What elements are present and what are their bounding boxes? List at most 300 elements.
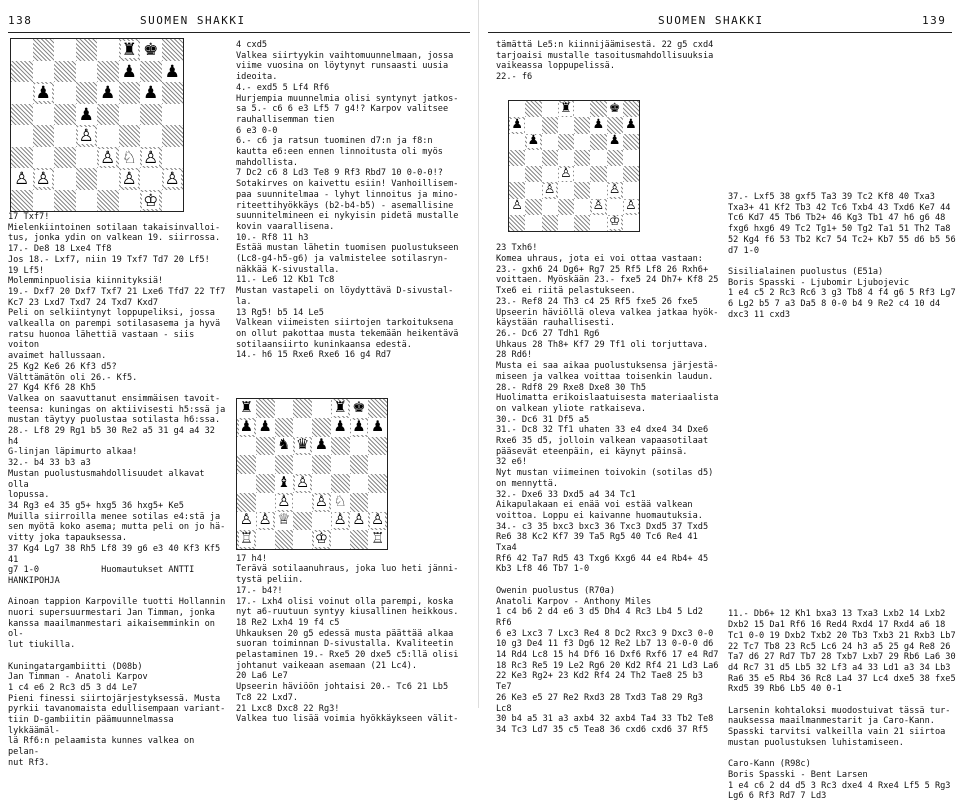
- text-line: [728, 427, 956, 438]
- text-line: 23 Txh6!: [496, 243, 538, 254]
- chess-piece: ♔: [608, 214, 621, 230]
- text-line: Hurjempia muunnelmia olisi syntynyt jatkos-: [236, 93, 459, 104]
- text-line: g7 1-0 Huomautukset ANTTI HANKIPOHJA: [8, 565, 200, 586]
- text-line: Kc7 23 Lxd7 Txd7 24 Txd7 Kxd7: [8, 297, 159, 308]
- board-square: [33, 147, 55, 169]
- board-square: [119, 168, 141, 190]
- board-square: [54, 39, 76, 61]
- board-square: [140, 61, 162, 83]
- board-square: [54, 61, 76, 83]
- chess-piece: ♜: [333, 399, 347, 416]
- text-line: paa suunnitelmaa - lyhyt linnoitus ja mino-: [236, 189, 459, 200]
- text-line: [496, 211, 722, 222]
- chess-piece: ♙: [100, 146, 116, 167]
- text-line: vaikeassa loppupelissä.: [496, 61, 615, 72]
- chess-piece: ♚: [352, 399, 366, 416]
- text-line: 52 Kg4 f6 53 Tb2 Kc7 54 Tc2+ Kb7 55 d6 b5 56: [728, 234, 956, 245]
- board-square: [140, 190, 162, 212]
- board-square: [162, 82, 184, 104]
- text-line: [728, 470, 956, 481]
- text-line: [728, 331, 956, 342]
- text-line: 14 Rd4 Lc8 15 h4 Df6 16 Dxf6 Rxf6 17 e4 Rd7: [496, 650, 719, 661]
- text-line: voittaen. Myöskään 23.- fxe5 24 Dh7+ Kf8 25: [496, 275, 719, 286]
- left-magazine-title: SUOMEN SHAKKI: [140, 14, 246, 27]
- text-line: [236, 479, 468, 490]
- text-line: 28.- Rdf8 29 Rxe8 Dxe8 30 Th5: [496, 382, 647, 393]
- text-line: tystä peliin.: [236, 575, 304, 586]
- text-line: tiin D-gambiitin päämuunnelmassa lykkäämäl-: [8, 715, 179, 736]
- text-line: 18 Rc3 Re5 19 Le2 Rg6 20 Kd2 Rf4 21 Ld3 La6: [496, 660, 719, 671]
- board-square: [54, 82, 76, 104]
- text-line: [236, 511, 468, 522]
- text-line: suoran toiminnan D-sivustalla. Kvaliteetin: [236, 639, 454, 650]
- text-line: Upseerin häviöllä oleva valkea jatkaa hyök-: [496, 307, 719, 318]
- board-square: [33, 39, 55, 61]
- text-line: 34.- c3 35 bxc3 bxc3 36 Txc3 Dxd5 37 Txd5: [496, 521, 709, 532]
- text-line: 30 b4 a5 31 a3 axb4 32 axb4 Ta4 33 Tb2 Te8: [496, 714, 714, 725]
- board-square: [119, 39, 141, 61]
- text-line: sa 5.- c6 6 e3 Lf5 7 g4!? Karpov valitsee: [236, 104, 449, 115]
- text-line: Ta7 d6 27 Rd7 Tb7 28 Txb7 Lxb7 29 Rb6 La6 30: [728, 652, 956, 663]
- text-line: Valkea on saavuttanut ensimmäisen tavoit-: [8, 393, 221, 404]
- chess-piece: ♟: [164, 60, 180, 81]
- right-magazine-title: SUOMEN SHAKKI: [658, 14, 764, 27]
- text-line: 27 Kg4 Kf6 28 Kh5: [8, 383, 96, 394]
- text-line: [496, 101, 722, 116]
- text-line: pelastaminen 19.- Rxe5 20 dxe5 c5:llä olisi: [236, 650, 459, 661]
- board-square: [33, 125, 55, 147]
- board-square: [54, 147, 76, 169]
- text-line: 4.- exd5 5 Lf4 Rf6: [236, 82, 330, 93]
- board-square: [119, 82, 141, 104]
- text-line: 28.- Lf8 29 Rg1 b5 30 Re2 a5 31 g4 a4 32 h4: [8, 426, 221, 447]
- text-line: Upseerin häviöön johtaisi 20.- Tc6 21 Lb5: [236, 682, 449, 693]
- text-line: 17.- De8 18 Lxe4 Tf8: [8, 244, 112, 255]
- board-square: [97, 147, 119, 169]
- board-square: [33, 82, 55, 104]
- chess-piece: ♟: [511, 117, 523, 132]
- text-line: [236, 490, 468, 501]
- board-square: [11, 39, 33, 61]
- text-line: sen myötä koko asema; mutta peli on jo hä-: [8, 522, 226, 533]
- chess-piece: ♘: [333, 492, 347, 510]
- board-square: [76, 190, 98, 212]
- text-line: Välttämätön oli 26.- Kf5.: [8, 372, 138, 383]
- chess-piece: ♟: [35, 82, 51, 103]
- board-square: [97, 61, 119, 83]
- text-line: Aikapulakaan ei enää voi estää valkean: [496, 500, 693, 511]
- board-square: [162, 147, 184, 169]
- text-line: Valkean viimeisten siirtojen tarkoituksena: [236, 318, 454, 329]
- middle-column-text: [236, 40, 468, 725]
- text-line: 32.- Dxe6 33 Dxd5 a4 34 Tc1: [496, 489, 636, 500]
- text-line: ratsu huonoa lähettiä vastaan - siis voiton: [8, 329, 200, 351]
- board-square: [11, 190, 33, 212]
- text-line: Boris Spasski - Bent Larsen: [728, 769, 868, 780]
- text-line: [728, 577, 956, 588]
- text-line: pyrkii tavanomaista edullisempaan variant-: [8, 704, 226, 715]
- text-line: näkkää K-sivustalla.: [236, 264, 340, 275]
- board-square: [140, 82, 162, 104]
- text-line: Valkea tuo lisää voimia hyökkäykseen välit-: [236, 714, 459, 725]
- text-line: tämättä Le5:n kiinnijäämisestä. 22 g5 cxd4: [496, 40, 714, 50]
- text-line: [728, 481, 956, 492]
- board-square: [97, 104, 119, 126]
- board-square: [97, 168, 119, 190]
- text-line: pääsevät eteenpäin, ei käynyt päinsä.: [496, 446, 688, 457]
- text-line: Komea uhraus, jota ei voi ottaa vastaan:: [496, 254, 703, 265]
- text-line: Uhkaus 28 Th8+ Kf7 29 Tf1 oli torjuttava.: [496, 339, 709, 350]
- board-square: [76, 168, 98, 190]
- board-square: [11, 168, 33, 190]
- chess-piece: ♟: [333, 417, 347, 435]
- text-line: [236, 447, 468, 458]
- text-line: 1 e4 c5 2 Rc3 Rc6 3 g3 Tb8 4 f4 g6 5 Rf3 Lg7: [728, 288, 956, 299]
- text-line: 4 cxd5: [236, 40, 268, 50]
- chess-piece: ♕: [277, 511, 291, 529]
- text-line: [236, 522, 468, 533]
- board-square: [162, 39, 184, 61]
- text-line: [496, 233, 722, 244]
- chess-piece: ♙: [543, 182, 556, 197]
- text-line: nyt a6-ruutuun syntyy kiusallinen heikkous.: [236, 607, 459, 618]
- text-line: 34 Rg3 e4 35 g5+ hxg5 36 hxg5+ Ke5: [8, 500, 184, 511]
- text-line: kautta e6:een ennen linnoitusta oli myös: [236, 147, 443, 158]
- text-line: [728, 353, 956, 364]
- board-square: [76, 82, 98, 104]
- left-header-rule: [8, 32, 470, 33]
- text-line: [728, 449, 956, 460]
- chess-piece: ♟: [100, 82, 116, 103]
- text-line: Huolimatta erikoislaatuisesta materiaalista: [496, 393, 719, 404]
- board-square: [33, 168, 55, 190]
- text-line: Rf6 42 Ta7 Rd5 43 Txg6 Kxg6 44 e4 Rb4+ 45: [496, 553, 709, 564]
- chess-piece: ♜: [121, 39, 137, 60]
- board-square: [33, 61, 55, 83]
- text-line: nut Rf3.: [8, 757, 50, 768]
- board-square: [162, 168, 184, 190]
- text-line: [728, 749, 956, 760]
- text-line: Owenin puolustus (R70a): [496, 585, 615, 596]
- text-line: Rxd5 39 Rb6 Lb5 40 0-1: [728, 684, 842, 695]
- board-square: [119, 61, 141, 83]
- text-line: Jos 18.- Lxf7, niin 19 Txf7 Td7 20 Lf5!: [8, 254, 210, 265]
- text-line: rauhallisemman tien: [236, 114, 335, 125]
- text-line: avaimet hallussaan.: [8, 351, 107, 362]
- text-line: Molemminpuolisia kiinnityksiä!: [8, 276, 164, 287]
- text-line: 21 Lxc8 Dxc8 22 Rg3!: [236, 703, 340, 714]
- text-line: 17.- Lxh4 olisi voinut olla parempi, koska: [236, 596, 454, 607]
- text-line: Valkea siirtyykin vaihtomuunnelmaan, jossa: [236, 50, 454, 61]
- text-line: mahdollista.: [236, 157, 299, 168]
- right-header-rule: [488, 32, 952, 33]
- board-square: [11, 104, 33, 126]
- text-line: [496, 575, 722, 586]
- text-line: [496, 198, 722, 214]
- text-line: [236, 532, 468, 543]
- text-line: [496, 126, 722, 137]
- text-line: [728, 535, 956, 546]
- chess-piece: ♘: [121, 146, 137, 167]
- text-line: [728, 342, 956, 353]
- text-line: 32 e6!: [496, 457, 528, 468]
- text-line: käystään rauhallisesti.: [496, 318, 615, 329]
- board-square: [97, 82, 119, 104]
- text-line: 30.- Dc6 31 Df5 a5: [496, 414, 590, 425]
- text-line: 6 e3 0-0: [236, 125, 278, 136]
- text-line: [496, 222, 722, 233]
- text-line: 25 Kg2 Ke6 26 Kf3 d5?: [8, 361, 117, 372]
- chess-piece: ♚: [143, 39, 159, 60]
- chess-piece: ♖: [370, 530, 385, 548]
- text-line: viime vuosina on löytynyt runsaasti uusia: [236, 61, 449, 72]
- text-line: 17 h4!: [236, 553, 268, 564]
- text-line: d4 Rc7 31 d5 Lb5 32 Lf3 a4 33 Ld1 a3 34 Lb3: [728, 662, 951, 673]
- chess-piece: ♙: [625, 198, 637, 214]
- board-square: [11, 61, 33, 83]
- text-line: lut tiukilla.: [8, 640, 76, 651]
- chess-piece: ♟: [258, 417, 272, 435]
- left-column-text: [8, 212, 230, 769]
- text-line: kovin vaarallisena.: [236, 221, 335, 232]
- chess-piece: ♟: [592, 117, 605, 132]
- chess-piece: ♙: [370, 511, 385, 529]
- text-line: [496, 147, 722, 158]
- text-line: 32.- b4 33 b3 a3: [8, 458, 91, 469]
- text-line: 22 Tc7 Tb8 23 Rc5 Lc6 24 h3 a5 25 g4 Re8 26: [728, 641, 951, 652]
- text-line: nauksessa maailmanmestarit ja Caro-Kann.: [728, 716, 935, 727]
- board-square: [11, 82, 33, 104]
- text-line: 13 Rg5! b5 14 Le5: [236, 307, 324, 318]
- chess-piece: ♟: [78, 103, 94, 124]
- text-line: 17 Txf7!: [8, 212, 50, 222]
- text-line: [728, 588, 956, 599]
- text-line: la.: [236, 296, 252, 307]
- text-line: [496, 133, 722, 149]
- text-line: [728, 695, 956, 706]
- text-line: [236, 436, 468, 447]
- text-line: Mustan vastapeli on löydyttävä D-sivustal-: [236, 286, 454, 297]
- text-line: ideoita.: [236, 72, 278, 83]
- text-line: nuori supersuurmestari Jan Timman, jonka: [8, 608, 215, 619]
- text-line: (Lc8-g4-h5-g6) ja valmistelee sotilasryn-: [236, 254, 449, 265]
- chess-piece: ♟: [527, 133, 540, 149]
- board-square: [140, 147, 162, 169]
- text-line: Boris Spasski - Ljubomir Ljubojevic: [728, 277, 910, 288]
- text-line: [236, 404, 468, 415]
- right-page-number: 139: [922, 14, 947, 27]
- text-line: [728, 438, 956, 449]
- text-line: [496, 158, 722, 169]
- text-line: Re6 38 Kc2 Kf7 39 Ta5 Rg5 40 Tc6 Re4 41 Txa4: [496, 532, 703, 554]
- text-line: [728, 567, 956, 578]
- board-square: [162, 190, 184, 212]
- chess-piece: ♙: [258, 511, 272, 529]
- text-line: [236, 500, 468, 511]
- text-line: Mielenkiintoinen sotilaan takaisinvalloi-: [8, 222, 221, 233]
- text-line: 18 Re2 Lxh4 19 f4 c5: [236, 617, 340, 628]
- chess-piece: ♔: [143, 189, 159, 210]
- chess-piece: ♚: [608, 101, 621, 116]
- text-line: 31.- Dc8 32 Tf1 uhaten 33 e4 dxe4 34 Dxe6: [496, 425, 709, 436]
- chess-piece: ♙: [333, 511, 347, 529]
- chess-piece: ♟: [608, 133, 621, 149]
- chess-piece: ♝: [277, 474, 291, 491]
- chess-piece: ♛: [295, 436, 310, 454]
- text-line: [236, 457, 468, 468]
- board-square: [76, 147, 98, 169]
- text-line: Lg6 6 Rf3 Rd7 7 Ld3: [728, 791, 827, 802]
- board-square: [162, 125, 184, 147]
- text-line: riteettihyökkäys (b2-b4-b5) - asemallisine: [236, 200, 454, 211]
- text-line: 20 La6 Le7: [236, 671, 288, 682]
- chess-piece: ♙: [608, 182, 621, 197]
- right-page-right-column-text: [728, 192, 956, 802]
- chess-piece: ♙: [239, 511, 254, 529]
- right-page-left-column-text: [496, 40, 722, 736]
- text-line: [728, 417, 956, 428]
- board-square: [11, 147, 33, 169]
- board-square: [97, 190, 119, 212]
- text-line: Sisilialainen puolustus (E51a): [728, 266, 884, 277]
- text-line: 23.- gxh6 24 Dg6+ Rg7 25 Rf5 Lf8 26 Rxh6+: [496, 264, 709, 275]
- text-line: teensa: kuningas on aktiivisesti h5:ssä ja: [8, 404, 226, 415]
- text-line: 1 c4 b6 2 d4 e6 3 d5 Dh4 4 Rc3 Lb4 5 Ld2 Rf6: [496, 607, 709, 628]
- text-line: 6 e3 Lxc3 7 Lxc3 Re4 8 Dc2 Rxc3 9 Dxc3 0-0: [496, 628, 714, 639]
- text-line: on valkean yliote ratkaiseva.: [496, 403, 647, 414]
- text-line: [8, 651, 230, 662]
- text-line: valkealla on parempi sotilasasema ja hyvä: [8, 319, 221, 330]
- text-line: 22 Ke3 Rg2+ 23 Kd2 Rf4 24 Th2 Tae8 25 b3 Te7: [496, 671, 709, 693]
- text-line: [728, 374, 956, 385]
- text-line: [236, 415, 468, 426]
- text-line: Larsenin kohtaloksi muodostuivat tässä tur-: [728, 705, 951, 716]
- chess-piece: ♟: [625, 117, 637, 132]
- text-line: Kb3 Lf8 46 Tb7 1-0: [496, 564, 590, 575]
- text-line: voittoa. Loppu ei kaivanne huomautuksia.: [496, 510, 703, 521]
- text-line: johtanut vaikeaan asemaan (21 Lc4).: [236, 660, 418, 671]
- text-line: 6 Lg2 b5 7 a3 Da5 8 0-0 b4 9 Re2 c4 10 d4: [728, 299, 941, 310]
- text-line: Uhkauksen 20 g5 edessä musta päättää alkaa: [236, 628, 454, 639]
- board-square: [119, 125, 141, 147]
- board-square: [140, 168, 162, 190]
- chess-piece: ♙: [511, 198, 523, 214]
- board-square: [162, 104, 184, 126]
- text-line: G-linjan läpimurto alkaa!: [8, 447, 138, 458]
- text-line: 19.- Dxf7 20 Dxf7 Txf7 21 Lxe6 Tfd7 22 Tf7: [8, 286, 226, 297]
- chess-piece: ♙: [592, 198, 605, 214]
- text-line: 22.- f6: [496, 72, 533, 83]
- board-square: [119, 104, 141, 126]
- board-square: [119, 190, 141, 212]
- text-line: 11.- Db6+ 12 Kh1 bxa3 13 Txa3 Lxb2 14 Lxb2: [728, 609, 946, 620]
- chess-piece: ♙: [14, 168, 30, 189]
- text-line: Ra6 35 e5 Rb4 36 Rc8 La4 37 Lc4 dxe5 38 fxe5: [728, 673, 956, 684]
- text-line: Rxe6 35 d5, jolloin valkean vapaasotilaat: [496, 436, 709, 447]
- text-line: mustan täytyy puolustaa sotilasta h6:ssa.: [8, 415, 221, 426]
- text-line: [728, 395, 956, 406]
- chess-piece: ♙: [35, 168, 51, 189]
- text-line: [496, 83, 722, 94]
- text-line: [496, 190, 722, 201]
- text-line: [496, 94, 722, 105]
- chess-piece: ♙: [295, 474, 310, 491]
- text-line: lä Rf6:n pelaamista kunnes valkea on pelan-: [8, 736, 200, 758]
- text-line: 37.- Lxf5 38 gxf5 Ta3 39 Tc2 Kf8 40 Txa3: [728, 192, 935, 202]
- text-line: [728, 406, 956, 417]
- text-line: 14.- h6 15 Rxe6 Rxe6 16 g4 Rd7: [236, 350, 392, 361]
- board-square: [140, 39, 162, 61]
- text-line: 10 g3 De4 11 f3 Dg6 12 Re2 Lb7 13 0-0-0 d6: [496, 639, 714, 650]
- chess-piece: ♙: [121, 168, 137, 189]
- board-square: [162, 61, 184, 83]
- text-line: fxg6 hxg6 49 Tc2 Tg1+ 50 Tg2 Ta1 51 Th2 Ta8: [728, 224, 951, 235]
- chess-diagram: [10, 38, 184, 212]
- text-line: Anatoli Karpov - Anthony Miles: [496, 596, 652, 607]
- text-line: [236, 383, 468, 394]
- text-line: [728, 599, 956, 610]
- board-square: [140, 104, 162, 126]
- chess-piece: ♙: [143, 146, 159, 167]
- chess-piece: ♜: [239, 399, 254, 416]
- board-square: [54, 104, 76, 126]
- text-line: [236, 425, 468, 436]
- text-line: [236, 361, 468, 372]
- text-line: 17.- b4?!: [236, 585, 283, 596]
- chess-piece: ♖: [239, 530, 254, 548]
- text-line: 23.- Ref8 24 Th3 c4 25 Rf5 fxe5 26 fxe5: [496, 296, 698, 307]
- text-line: [496, 168, 722, 179]
- text-line: Spasski tarvitsi valkeilla vain 21 siirtoa: [728, 727, 946, 738]
- text-line: suunnitelmineen ei nykyisin pidetä mustalle: [236, 211, 459, 222]
- text-line: Pieni finessi siirtojärjestyksessä. Musta: [8, 693, 221, 704]
- text-line: Estää mustan lähetin tuomisen puolustukseen: [236, 243, 459, 254]
- board-square: [33, 104, 55, 126]
- text-line: kanssa maailmanmestari aikaisemminkin on ol-: [8, 618, 221, 640]
- text-line: Caro-Kann (R98c): [728, 759, 811, 770]
- text-line: [8, 587, 230, 598]
- text-line: [728, 492, 956, 503]
- text-line: [236, 543, 468, 554]
- text-line: [728, 545, 956, 556]
- text-line: 1 e4 c6 2 d4 d5 3 Rc3 dxe4 4 Rxe4 Lf5 5 Rg3: [728, 780, 951, 791]
- chess-piece: ♜: [560, 101, 572, 116]
- text-line: 37 Kg4 Lg7 38 Rh5 Lf8 39 g6 e3 40 Kf3 Kf5 41: [8, 543, 226, 565]
- text-line: [728, 556, 956, 567]
- text-line: [728, 502, 956, 513]
- text-line: 7 Dc2 c6 8 Ld3 Te8 9 Rf3 Rbd7 10 0-0-0!?: [236, 168, 443, 179]
- page-gutter: [478, 0, 479, 708]
- text-line: 26 Ke3 e5 27 Re2 Rxd3 28 Txd3 Ta8 29 Rg3 Lc8: [496, 692, 709, 714]
- text-line: Sotakirves on kaivettu esiin! Vanhoillisem-: [236, 179, 459, 190]
- text-line: vitty joka tapauksessa.: [8, 533, 127, 544]
- chess-piece: ♞: [277, 436, 291, 454]
- text-line: Ainoan tappion Karpoville tuotti Hollannin: [8, 597, 226, 608]
- text-line: [728, 320, 956, 331]
- text-line: 11.- Le6 12 Kb1 Tc8: [236, 275, 335, 286]
- left-page-number: 138: [8, 14, 33, 27]
- board-square: [54, 190, 76, 212]
- text-line: [728, 385, 956, 396]
- text-line: mustan puolustuksen luhistamiseen.: [728, 737, 904, 748]
- chess-piece: ♟: [121, 60, 137, 81]
- text-line: [728, 363, 956, 374]
- chess-piece: ♙: [164, 168, 180, 189]
- text-line: Muilla siirroilla menee sotilas e4:stä ja: [8, 511, 221, 522]
- text-line: tarjoaisi mustalle tasoitusmahdollisuuksia: [496, 50, 714, 61]
- text-line: Txa3+ 41 Kf2 Tb3 42 Tc6 Txb4 43 Txd6 Ke7 44: [728, 202, 951, 213]
- chess-piece: ♟: [314, 436, 329, 454]
